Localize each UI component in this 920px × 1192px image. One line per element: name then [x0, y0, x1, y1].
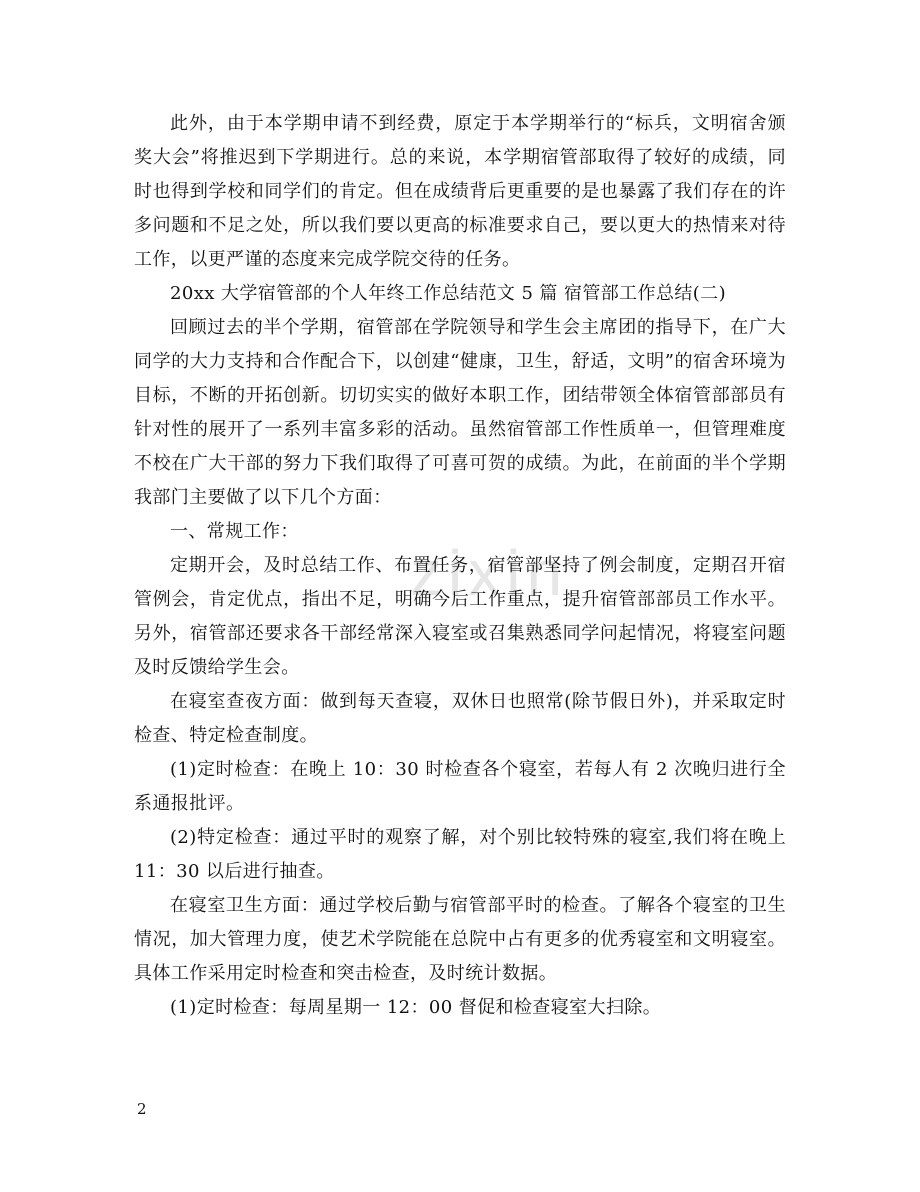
- page-number: 2: [137, 1100, 147, 1118]
- paragraph-night-check: 在寝室查夜方面：做到每天查寝，双休日也照常(除节假日外)，并采取定时检查、特定检查制度。: [134, 691, 786, 746]
- paragraph-weekly-check: (1)定时检查：每周星期一 12：00 督促和检查寝室大扫除。: [170, 997, 662, 1018]
- paragraph-closing-notes: 此外，由于本学期申请不到经费，原定于本学期举行的“标兵，文明宿舍颁奖大会”将推迟到下学期进行。总的来说，本学期宿管部取得了较好的成绩，同时也得到学校和同学们的肯定。但在成绩背后更重要的是也暴露了我们存在的许多问题和不足之处，所以我们要以更高的标准要求自己，要以更大的热情来对待工作，以更严谨的态度来完成学院交待的任务。: [134, 113, 786, 270]
- paragraph-hygiene: 在寝室卫生方面：通过学校后勤与宿管部平时的检查。了解各个寝室的卫生情况，加大管理力度，使艺术学院能在总院中占有更多的优秀寝室和文明寝室。具体工作采用定时检查和突击检查，及时统计数据。: [134, 895, 786, 984]
- paragraph-section-title: 20xx 大学宿管部的个人年终工作总结范文 5 篇 宿管部工作总结(二): [170, 283, 726, 304]
- document-body: [134, 107, 786, 1025]
- paragraph-heading-routine: 一、常规工作：: [170, 521, 299, 542]
- paragraph-meetings: 定期开会，及时总结工作、布置任务，宿管部坚持了例会制度，定期召开宿管例会，肯定优点，指出不足，明确今后工作重点，提升宿管部部员工作水平。另外，宿管部还要求各干部经常深入寝室或召集熟悉同学问起情况，将寝室问题及时反馈给学生会。: [134, 555, 786, 678]
- paragraph-scheduled-check: (1)定时检查：在晚上 10：30 时检查各个寝室，若每人有 2 次晚归进行全系通报批评。: [134, 759, 786, 814]
- watermark: zixin: [410, 537, 569, 609]
- paragraph-special-check: (2)特定检查：通过平时的观察了解，对个别比较特殊的寝室,我们将在晚上11：30 以后进行抽查。: [134, 827, 786, 882]
- paragraph-review: 回顾过去的半个学期，宿管部在学院领导和学生会主席团的指导下，在广大同学的大力支持和合作配合下，以创建“健康，卫生，舒适，文明”的宿舍环境为目标，不断的开拓创新。切切实实的做好本职工作，团结带领全体宿管部部员有针对性的展开了一系列丰富多彩的活动。虽然宿管部工作性质单一，但管理难度不校在广大干部的努力下我们取得了可喜可贺的成绩。为此，在前面的半个学期我部门主要做了以下几个方面：: [134, 317, 786, 508]
